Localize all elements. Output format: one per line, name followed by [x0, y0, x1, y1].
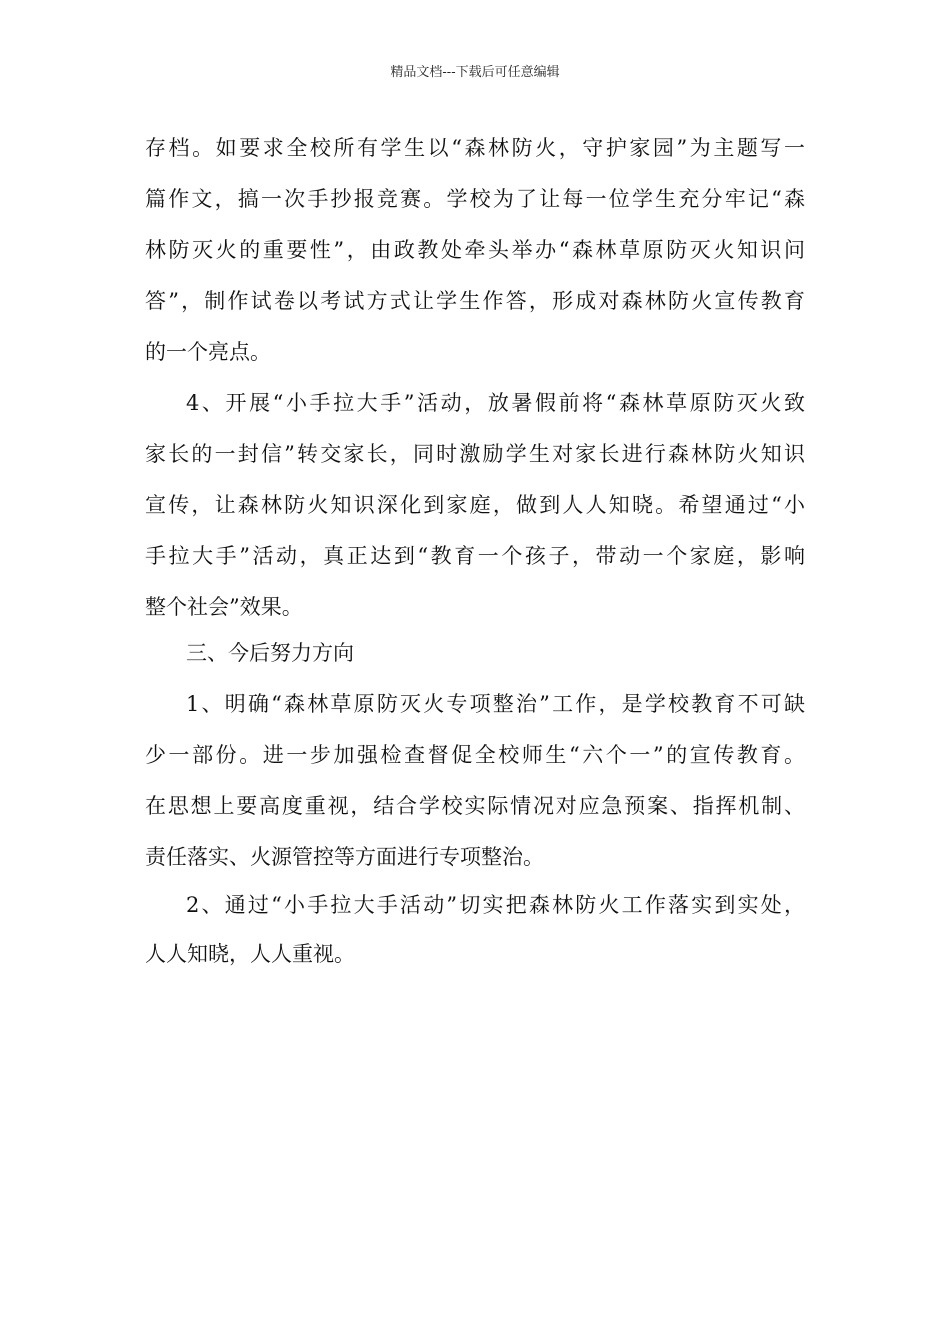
text-line: 2、通过“小手拉大手活动”切实把森林防火工作落实到实处，	[186, 893, 805, 917]
text-line: 林防灭火的重要性”，由政教处牵头举办“森林草原防灭火知识问	[145, 238, 805, 262]
text-line: 答”，制作试卷以考试方式让学生作答，形成对森林防火宣传教育	[145, 289, 805, 313]
text-line: 手拉大手”活动，真正达到“教育一个孩子，带动一个家庭，影响	[145, 544, 805, 568]
text-line: 少一部份。进一步加强检查督促全校师生“六个一”的宣传教育。	[145, 743, 805, 767]
page-header: 精品文档---下载后可任意编辑	[390, 65, 560, 80]
text-line: 篇作文，搞一次手抄报竞赛。学校为了让每一位学生充分牢记“森	[145, 187, 805, 211]
text-line: 家长的一封信”转交家长，同时激励学生对家长进行森林防火知识	[145, 442, 805, 466]
section-heading: 三、今后努力方向	[186, 641, 354, 665]
text-line: 1、明确“森林草原防灭火专项整治”工作，是学校教育不可缺	[186, 692, 805, 716]
text-line: 整个社会”效果。	[145, 595, 303, 619]
text-line: 宣传，让森林防火知识深化到家庭，做到人人知晓。希望通过“小	[145, 493, 805, 517]
text-line: 的一个亮点。	[145, 340, 271, 364]
text-line: 存档。如要求全校所有学生以“森林防火，守护家园”为主题写一	[145, 136, 805, 160]
text-line: 人人知晓，人人重视。	[145, 942, 355, 966]
text-line: 责任落实、火源管控等方面进行专项整治。	[145, 845, 544, 869]
text-line: 4、开展“小手拉大手”活动，放暑假前将“森林草原防灭火致	[186, 391, 805, 415]
text-line: 在思想上要高度重视，结合学校实际情况对应急预案、指挥机制、	[145, 794, 805, 818]
